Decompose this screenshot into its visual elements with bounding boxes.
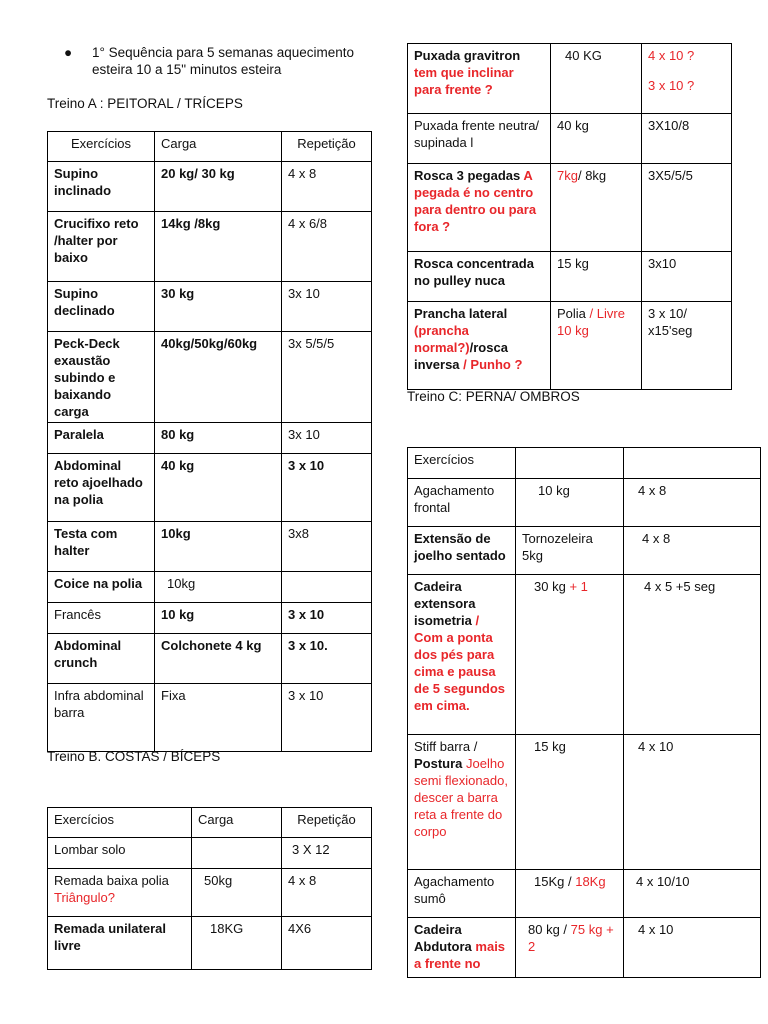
- reps-cell: 4 x 10/10: [624, 870, 761, 918]
- table-row: [408, 735, 761, 870]
- table-row: [48, 282, 372, 332]
- treino-c-table: [407, 447, 761, 978]
- header-exercicios: Exercícios: [48, 132, 155, 162]
- exercise-note: / Punho ?: [463, 357, 523, 372]
- bullet-icon: ●: [64, 45, 73, 60]
- exercise-cell: Paralela: [48, 423, 155, 454]
- load-cell: [516, 575, 624, 735]
- exercise-cell: Rosca concentrada no pulley nuca: [408, 252, 551, 302]
- exercise-emphasis: Postura: [414, 756, 463, 771]
- exercise-text: Puxada gravitron: [414, 48, 521, 63]
- exercise-note: Triângulo?: [54, 890, 115, 905]
- exercise-cell: Remada unilateral livre: [48, 917, 192, 970]
- exercise-cell: Puxada frente neutra/ supinada l: [408, 114, 551, 164]
- table-header-row: [408, 448, 761, 479]
- reps-cell: 3 x 10/ x15'seg: [642, 302, 732, 390]
- reps-cell: 3 x 10: [282, 684, 372, 752]
- header-carga: Carga: [192, 808, 282, 838]
- load-cell: 15 kg: [551, 252, 642, 302]
- table-row: [408, 164, 732, 252]
- load-cell: 20 kg/ 30 kg: [155, 162, 282, 212]
- exercise-cell: Francês: [48, 603, 155, 634]
- table-row: [48, 869, 372, 917]
- exercise-note: tem que inclinar para frente ?: [414, 65, 514, 97]
- load-cell: [516, 918, 624, 978]
- load-cell: [551, 302, 642, 390]
- header-exercicios: Exercícios: [408, 448, 516, 479]
- exercise-cell: [408, 918, 516, 978]
- load-cell: Tornozeleira 5kg: [516, 527, 624, 575]
- load-note: / Livre 10 kg: [557, 306, 625, 338]
- load-note: 7kg: [557, 168, 578, 183]
- exercise-text: /rosca inversa: [414, 340, 508, 372]
- reps-cell: 3x 10: [282, 282, 372, 332]
- load-cell: 50kg: [192, 869, 282, 917]
- table-header-row: [48, 808, 372, 838]
- load-cell: [192, 838, 282, 869]
- table-row: [48, 162, 372, 212]
- exercise-note: mais a frente no: [414, 939, 506, 971]
- load-cell: 80 kg: [155, 423, 282, 454]
- table-row: [48, 332, 372, 423]
- load-text: Polia: [557, 306, 586, 321]
- exercise-note: A pegada é no centro para dentro ou para fora ?: [414, 168, 537, 234]
- table-row: [48, 917, 372, 970]
- load-cell: 40kg/50kg/60kg: [155, 332, 282, 423]
- exercise-cell: [48, 869, 192, 917]
- header-carga: Carga: [155, 132, 282, 162]
- exercise-cell: [408, 575, 516, 735]
- load-cell: 14kg /8kg: [155, 212, 282, 282]
- reps-cell: 4 x 8: [282, 162, 372, 212]
- table-row: [48, 603, 372, 634]
- load-text: / 8kg: [577, 168, 607, 183]
- exercise-text: Cadeira extensora isometria: [414, 579, 476, 628]
- header-repeticao: Repetição: [282, 132, 372, 162]
- table-row: [408, 44, 732, 114]
- reps-cell: 3X5/5/5: [642, 164, 732, 252]
- reps-cell: [642, 44, 732, 114]
- treino-a-heading: Treino A : PEITORAL / TRÍCEPS: [47, 96, 243, 111]
- exercise-cell: Abdominal reto ajoelhado na polia: [48, 454, 155, 522]
- exercise-cell: [408, 44, 551, 114]
- exercise-text: Rosca 3 pegadas: [414, 168, 521, 183]
- load-cell: Colchonete 4 kg: [155, 634, 282, 684]
- exercise-cell: Agachamento frontal: [408, 479, 516, 527]
- reps-line: 3 x 10 ?: [648, 78, 695, 93]
- reps-cell: 3x 10: [282, 423, 372, 454]
- exercise-note: Joelho semi flexionado, descer a barra reta a frente do corpo: [414, 756, 508, 839]
- exercise-note: / Com a ponta dos pés para cima e pausa de 5 segundos em cima.: [414, 613, 506, 713]
- load-cell: 10 kg: [516, 479, 624, 527]
- exercise-cell: Coice na polia: [48, 572, 155, 603]
- table-row: [408, 114, 732, 164]
- load-note: 75 kg + 2: [528, 922, 614, 954]
- table-row: [408, 479, 761, 527]
- exercise-cell: [408, 735, 516, 870]
- reps-cell: 3 x 10: [282, 603, 372, 634]
- table-row: [48, 454, 372, 522]
- exercise-cell: Supino declinado: [48, 282, 155, 332]
- reps-cell: 3x10: [642, 252, 732, 302]
- reps-cell: 4 x 8: [624, 527, 761, 575]
- table-row: [48, 572, 372, 603]
- reps-cell: 4 x 8: [624, 479, 761, 527]
- load-cell: 40 kg: [155, 454, 282, 522]
- table-header-row: [48, 132, 372, 162]
- exercise-text: Remada baixa polia: [54, 873, 169, 888]
- load-cell: Fixa: [155, 684, 282, 752]
- reps-cell: [282, 572, 372, 603]
- load-cell: [551, 164, 642, 252]
- load-cell: 40 KG: [551, 44, 642, 114]
- header-repeticao: Repetição: [282, 808, 372, 838]
- exercise-text: Stiff barra /: [414, 739, 478, 754]
- exercise-cell: Infra abdominal barra: [48, 684, 155, 752]
- header-exercicios: Exercícios: [48, 808, 192, 838]
- table-row: [408, 918, 761, 978]
- reps-cell: 4 x 10: [624, 918, 761, 978]
- table-row: [48, 522, 372, 572]
- header-blank: [516, 448, 624, 479]
- treino-a-table: [47, 131, 372, 752]
- reps-cell: 4 x 10: [624, 735, 761, 870]
- table-row: [408, 870, 761, 918]
- table-row: [408, 302, 732, 390]
- load-note: + 1: [569, 579, 588, 594]
- load-cell: 10kg: [155, 522, 282, 572]
- load-cell: 40 kg: [551, 114, 642, 164]
- table-row: [408, 575, 761, 735]
- exercise-text: Prancha lateral: [414, 306, 508, 321]
- reps-cell: 3x8: [282, 522, 372, 572]
- exercise-cell: Abdominal crunch: [48, 634, 155, 684]
- header-blank: [624, 448, 761, 479]
- exercise-cell: Peck-Deck exaustão subindo e baixando carga: [48, 332, 155, 423]
- table-row: [48, 423, 372, 454]
- reps-cell: 3X10/8: [642, 114, 732, 164]
- reps-line: 4 x 10 ?: [648, 48, 695, 63]
- intro-bullet: [64, 44, 370, 78]
- load-text: 15Kg /: [534, 874, 572, 889]
- exercise-cell: Agachamento sumô: [408, 870, 516, 918]
- load-cell: 18KG: [192, 917, 282, 970]
- load-cell: [516, 870, 624, 918]
- reps-cell: 3x 5/5/5: [282, 332, 372, 423]
- load-text: 30 kg: [534, 579, 566, 594]
- table-row: [408, 252, 732, 302]
- exercise-cell: Testa com halter: [48, 522, 155, 572]
- table-row: [48, 634, 372, 684]
- exercise-cell: Extensão de joelho sentado: [408, 527, 516, 575]
- reps-cell: 3 X 12: [282, 838, 372, 869]
- load-text: 80 kg /: [528, 922, 568, 937]
- table-row: [48, 212, 372, 282]
- treino-b-continued-table: [407, 43, 732, 390]
- load-cell: 15 kg: [516, 735, 624, 870]
- treino-b-table: [47, 807, 372, 970]
- load-cell: 10kg: [155, 572, 282, 603]
- exercise-cell: [408, 302, 551, 390]
- exercise-cell: Lombar solo: [48, 838, 192, 869]
- table-row: [408, 527, 761, 575]
- reps-cell: 3 x 10: [282, 454, 372, 522]
- exercise-cell: Supino inclinado: [48, 162, 155, 212]
- reps-cell: 4 x 5 +5 seg: [624, 575, 761, 735]
- table-row: [48, 838, 372, 869]
- treino-b-heading: Treino B. COSTAS / BÍCEPS: [47, 749, 221, 764]
- table-row: [48, 684, 372, 752]
- load-cell: 30 kg: [155, 282, 282, 332]
- treino-c-heading: Treino C: PERNA/ OMBROS: [407, 389, 580, 404]
- intro-text: 1° Sequência para 5 semanas aquecimento esteira 10 a 15" minutos esteira: [92, 45, 355, 77]
- reps-cell: 4 x 6/8: [282, 212, 372, 282]
- exercise-cell: Crucifixo reto /halter por baixo: [48, 212, 155, 282]
- reps-cell: 4X6: [282, 917, 372, 970]
- load-note: 18Kg: [575, 874, 606, 889]
- exercise-text: Cadeira Abdutora: [414, 922, 472, 954]
- exercise-note: (prancha normal?): [414, 323, 470, 355]
- exercise-cell: [408, 164, 551, 252]
- reps-cell: 3 x 10.: [282, 634, 372, 684]
- load-cell: 10 kg: [155, 603, 282, 634]
- reps-cell: 4 x 8: [282, 869, 372, 917]
